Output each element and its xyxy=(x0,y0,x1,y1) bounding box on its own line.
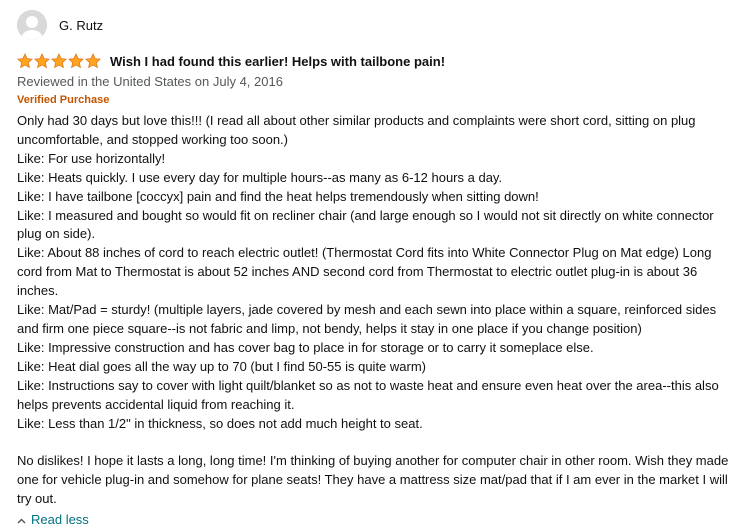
read-less-link[interactable] xyxy=(17,511,733,529)
star-icon xyxy=(85,53,101,69)
review-body-line: Like: Heat dial goes all the way up to 70 (but I find 50-55 is quite warm) xyxy=(17,358,426,374)
star-rating[interactable] xyxy=(17,53,101,69)
review-title[interactable]: Wish I had found this earlier! Helps with tailbone pain! xyxy=(110,53,446,69)
review-body-line: Like: Less than 1/2" in thickness, so does not add much height to seat. xyxy=(17,415,423,431)
rating-row xyxy=(17,52,733,70)
star-icon xyxy=(17,53,33,69)
chevron-up-icon xyxy=(17,511,26,529)
star-icon xyxy=(51,53,67,69)
review-body xyxy=(17,112,733,509)
star-icon xyxy=(34,53,50,69)
default-avatar-icon xyxy=(17,10,47,40)
review-body-line: Like: I have tailbone [coccyx] pain and find the heat helps tremendously when sitting down! xyxy=(17,188,539,204)
review-closing-paragraph: No dislikes! I hope it lasts a long, long time! I'm thinking of buying another for computer chair in other room. Wish they made one for vehicle plug-in and somehow for plane seats! They have a mattress size mat/pad that if I am ever in the market I will try out. xyxy=(17,453,729,507)
star-icon xyxy=(68,53,84,69)
review-body-line: Like: I measured and bought so would fit on recliner chair (and large enough so I would not sit directly on white connector plug on side). xyxy=(17,207,714,242)
review-body-line: Like: Instructions say to cover with light quilt/blanket so as not to waste heat and ensure even heat over the area--this also helps prevents accidental liquid from reaching it. xyxy=(17,377,719,412)
review-body-line: Like: Mat/Pad = sturdy! (multiple layers, jade covered by mesh and each sewn into place within a square, reinforced sides and firm one piece square--is not fabric and limp, not bendy, helps it stay in one place if you change position) xyxy=(17,302,717,336)
review-body-line: Like: For use horizontally! xyxy=(17,150,166,166)
customer-review xyxy=(17,10,733,529)
review-body-line: Like: Heats quickly. I use every day for multiple hours--as many as 6-12 hours a day. xyxy=(17,169,503,185)
review-body-line: Only had 30 days but love this!!! (I read all about other similar products and complaints were short cord, sitting on plug uncomfortable, and stopped working too soon.) xyxy=(17,113,696,147)
reviewer-profile[interactable] xyxy=(17,10,733,40)
review-date: Reviewed in the United States on July 4, 2016 xyxy=(17,74,283,89)
reviewer-name[interactable]: G. Rutz xyxy=(59,17,104,33)
verified-purchase-badge: Verified Purchase xyxy=(17,94,110,106)
read-less-label[interactable]: Read less xyxy=(31,512,89,528)
review-body-line: Like: Impressive construction and has cover bag to place in for storage or to carry it someplace else. xyxy=(17,339,594,355)
review-body-line: Like: About 88 inches of cord to reach electric outlet! (Thermostat Cord fits into White Connector Plug on Mat edge) Long cord from Mat to Thermostat is about 52 inches AND second cord from Thermostat to electric outlet plug-in is about 36 inches. xyxy=(17,245,712,299)
